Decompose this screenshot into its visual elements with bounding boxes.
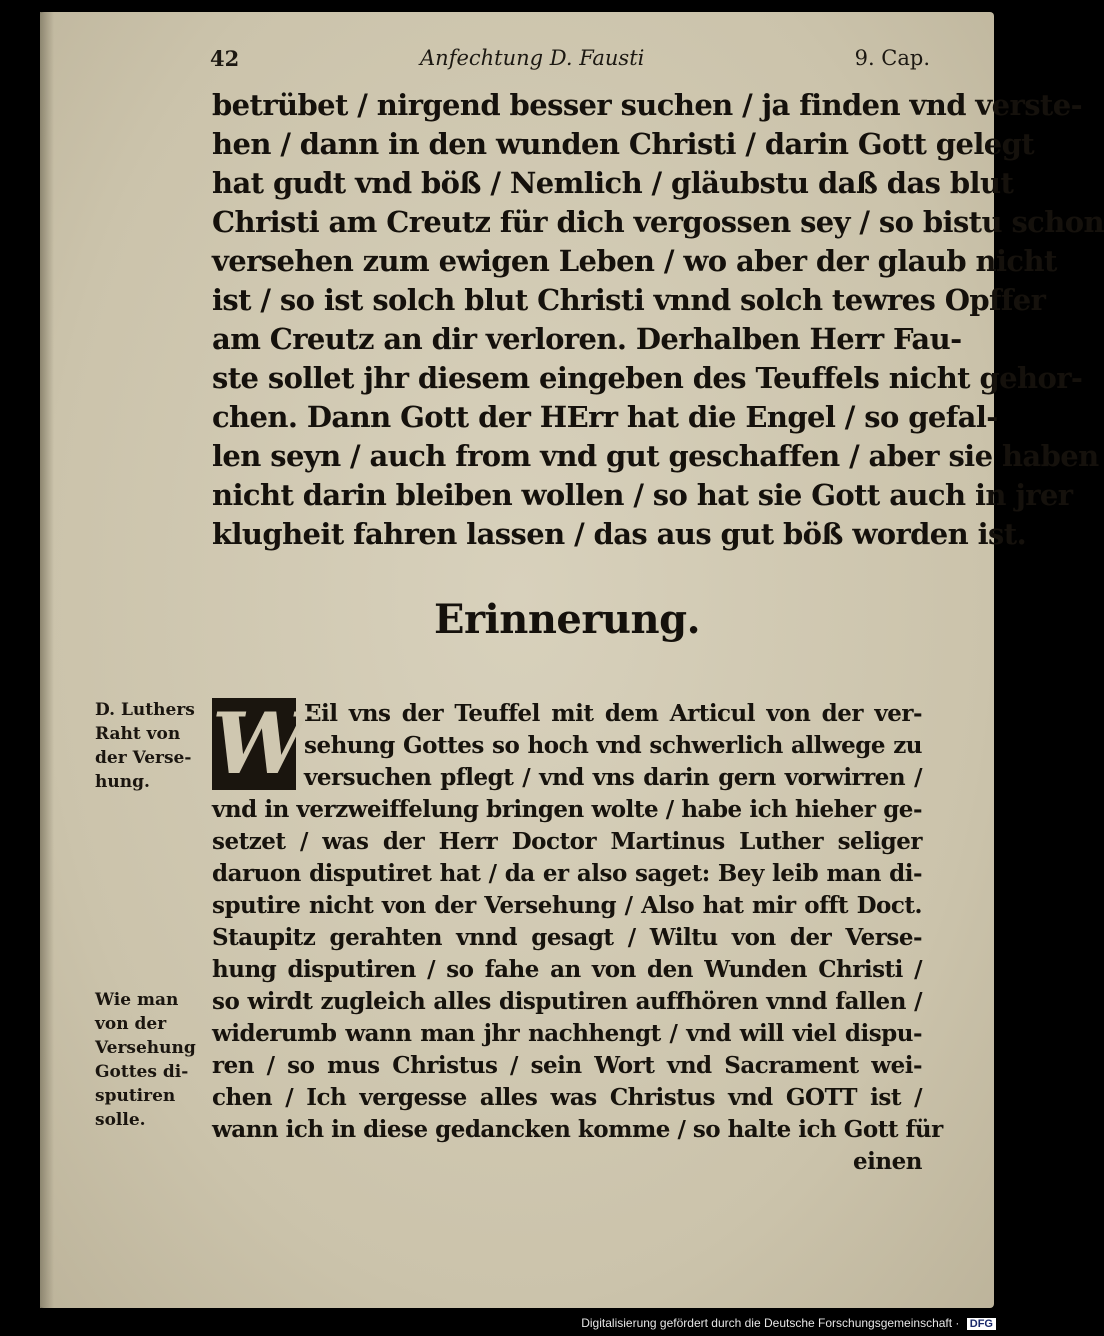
text-line: so wirdt zugleich alles disputiren auffhören vnnd fallen / — [212, 988, 922, 1015]
text-line: ist / so ist solch blut Christi vnnd solch tewres Opffer — [212, 283, 1046, 317]
text-line: sputire nicht von der Versehung / Also hat mir offt Doct. — [212, 892, 922, 919]
main-text — [212, 86, 1104, 554]
margin-note: Wie man von der Versehung Gottes di-sputiren solle. — [95, 990, 196, 1130]
text-line: nicht darin bleiben wollen / so hat sie Gott auch in jrer — [212, 478, 1073, 512]
text-line: len seyn / auch from vnd gut geschaffen / aber sie haben — [212, 439, 1099, 473]
text-line: Eil vns der Teuffel mit dem Articul von der ver- — [304, 700, 922, 727]
credit-text: Digitalisierung gefördert durch die Deutsche Forschungsgemeinschaft · — [581, 1316, 960, 1330]
text-line: chen / Ich vergesse alles was Christus vnd GOTT ist / — [212, 1084, 922, 1111]
text-line: vnd in verzweiffelung bringen wolte / habe ich hieher ge- — [212, 796, 922, 823]
margin-note: D. Luthers Raht von der Verse-hung. — [95, 700, 195, 792]
catchword: einen — [853, 1148, 922, 1175]
text-line: versehen zum ewigen Leben / wo aber der glaub nicht — [212, 244, 1057, 278]
text-line: versuchen pflegt / vnd vns darin gern vorwirren / — [304, 764, 922, 791]
text-line: daruon disputiret hat / da er also saget: Bey leib man di- — [212, 860, 922, 887]
text-line: widerumb wann man jhr nachhengt / vnd will viel dispu- — [212, 1020, 922, 1047]
dfg-logo: DFG — [967, 1318, 996, 1330]
text-line: setzet / was der Herr Doctor Martinus Luther seliger — [212, 828, 922, 855]
decorated-initial: W — [212, 694, 307, 793]
running-head — [210, 46, 930, 76]
page-edge-shadow — [40, 12, 54, 1308]
paragraph — [212, 694, 943, 1178]
text-line: ren / so mus Christus / sein Wort vnd Sacrament wei- — [212, 1052, 922, 1079]
chapter-label: 9. Cap. — [854, 46, 930, 70]
running-title: Anfechtung D. Fausti — [420, 46, 645, 70]
text-line: sehung Gottes so hoch vnd schwerlich allwege zu — [304, 732, 922, 759]
text-line: betrübet / nirgend besser suchen / ja finden vnd verste- — [212, 88, 1083, 122]
text-line: ste sollet jhr diesem eingeben des Teuffels nicht gehor- — [212, 361, 1083, 395]
text-line: chen. Dann Gott der HErr hat die Engel / so gefal- — [212, 400, 998, 434]
digitization-credit — [581, 1316, 996, 1330]
text-line: hen / dann in den wunden Christi / darin Gott gelegt — [212, 127, 1035, 161]
section-heading: Erinnerung. — [433, 596, 700, 643]
text-line: Staupitz gerahten vnnd gesagt / Wiltu von der Verse- — [212, 924, 922, 951]
text-line: klugheit fahren lassen / das aus gut böß worden ist. — [212, 517, 1027, 551]
text-line: Christi am Creutz für dich vergossen sey / so bistu schon — [212, 205, 1104, 239]
text-line: hat gudt vnd böß / Nemlich / gläubstu daß das blut — [212, 166, 1014, 200]
text-line: am Creutz an dir verloren. Derhalben Herr Fau- — [212, 322, 962, 356]
book-page — [40, 12, 1104, 1308]
text-line: hung disputiren / so fahe an von den Wunden Christi / — [212, 956, 922, 983]
page-number: 42 — [210, 46, 240, 71]
text-line: wann ich in diese gedancken komme / so halte ich Gott für — [212, 1116, 943, 1143]
